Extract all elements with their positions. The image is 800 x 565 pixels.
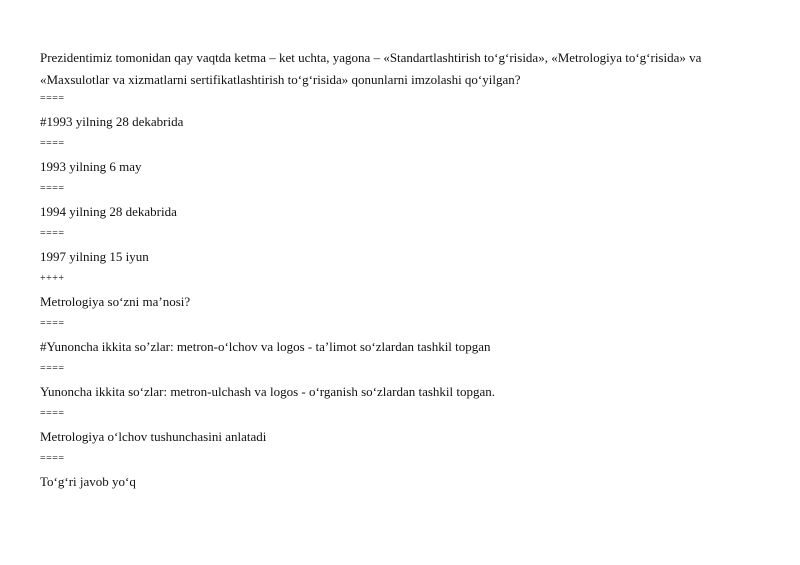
question-1-line-1: Prezidentimiz tomonidan qay vaqtda ketma – ket uchta, yagona – «Standartlashtirish to‘g‘risida», «Metrologiya to‘g‘risida» va [40, 50, 702, 65]
document-page [40, 50, 760, 490]
answer-separator: ==== [40, 93, 65, 104]
answer-separator: ==== [40, 408, 65, 419]
answer-option-q2-3: Metrologiya o‘lchov tushunchasini anlatadi [40, 429, 267, 444]
answer-option-q1-4: 1997 yilning 15 iyun [40, 249, 149, 264]
answer-option-q1-3: 1994 yilning 28 dekabrida [40, 204, 177, 219]
answer-option-q2-1: #Yunoncha ikkita so’zlar: metron-o‘lchov va logos - ta’limot so‘zlardan tashkil topgan [40, 339, 491, 354]
question-1-line-2: «Maxsulotlar va xizmatlarni sertifikatlashtirish to‘g‘risida» qonunlarni imzolashi qo‘yilgan? [40, 72, 521, 87]
answer-option-q1-1: #1993 yilning 28 dekabrida [40, 114, 184, 129]
question-2-text: Metrologiya so‘zni ma’nosi? [40, 294, 191, 309]
question-separator: ++++ [40, 273, 65, 284]
answer-separator: ==== [40, 453, 65, 464]
answer-separator: ==== [40, 318, 65, 329]
answer-separator: ==== [40, 183, 65, 194]
answer-option-q1-2: 1993 yilning 6 may [40, 159, 142, 174]
answer-option-q2-4: To‘g‘ri javob yo‘q [40, 474, 136, 489]
answer-separator: ==== [40, 228, 65, 239]
answer-separator: ==== [40, 363, 65, 374]
answer-option-q2-2: Yunoncha ikkita so‘zlar: metron-ulchash va logos - o‘rganish so‘zlardan tashkil topgan. [40, 384, 496, 399]
answer-separator: ==== [40, 138, 65, 149]
